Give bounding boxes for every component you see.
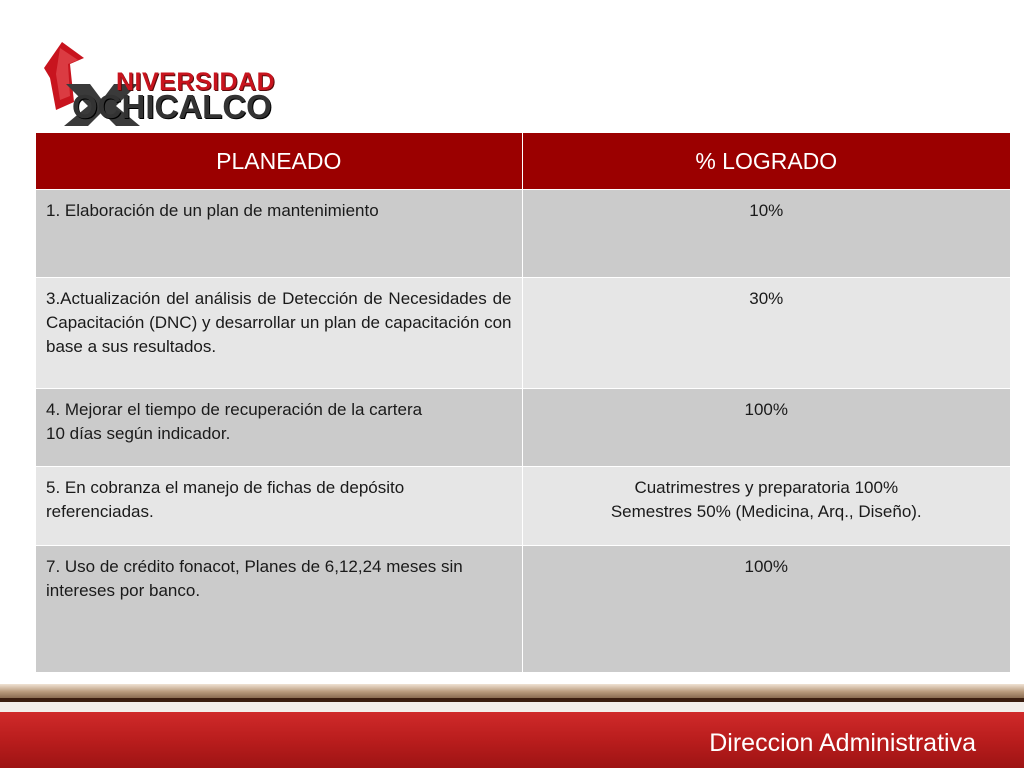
table-row bbox=[36, 467, 1010, 546]
footer-title: Direccion Administrativa bbox=[709, 729, 976, 757]
plan-cell: 5. En cobranza el manejo de fichas de depósito referenciadas. bbox=[36, 467, 522, 546]
table-row bbox=[36, 546, 1010, 672]
table-header-row bbox=[36, 133, 1010, 190]
table-row bbox=[36, 278, 1010, 389]
table-row bbox=[36, 389, 1010, 467]
header-planeado: PLANEADO bbox=[36, 133, 522, 190]
table-row bbox=[36, 190, 1010, 278]
logrado-cell: 10% bbox=[522, 190, 1010, 278]
university-logo bbox=[40, 38, 300, 126]
logrado-cell: 100% bbox=[522, 389, 1010, 467]
plan-cell: 1. Elaboración de un plan de mantenimiento bbox=[36, 190, 522, 278]
plan-table bbox=[36, 133, 1010, 672]
logo-text-top: NIVERSIDAD bbox=[116, 68, 276, 96]
logrado-cell: Cuatrimestres y preparatoria 100% Semestres 50% (Medicina, Arq., Diseño). bbox=[522, 467, 1010, 546]
logo-text-bottom: OCHICALCO bbox=[72, 88, 272, 125]
logrado-cell: 100% bbox=[522, 546, 1010, 672]
logrado-cell: 30% bbox=[522, 278, 1010, 389]
plan-cell: 3.Actualización del análisis de Detección de Necesidades de Capacitación (DNC) y desarrollar un plan de capacitación con base a sus resultados. bbox=[36, 278, 522, 389]
footer-band-light bbox=[0, 702, 1024, 712]
plan-cell: 7. Uso de crédito fonacot, Planes de 6,12,24 meses sin intereses por banco. bbox=[36, 546, 522, 672]
footer-band-tan bbox=[0, 684, 1024, 698]
header-logrado: % LOGRADO bbox=[522, 133, 1010, 190]
plan-cell: 4. Mejorar el tiempo de recuperación de la cartera 10 días según indicador. bbox=[36, 389, 522, 467]
